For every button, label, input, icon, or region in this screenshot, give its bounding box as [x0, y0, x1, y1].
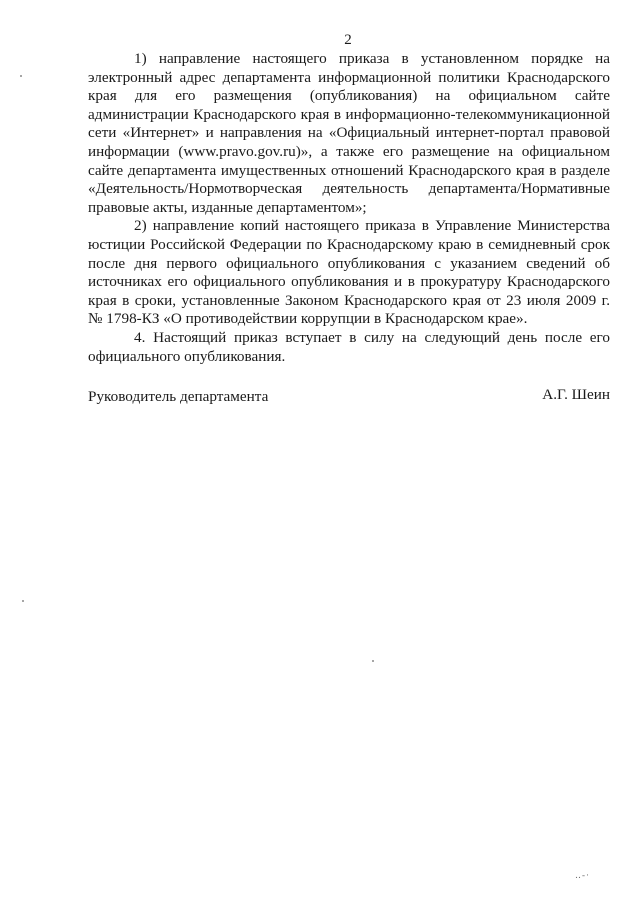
- paragraph-effective-date: 4. Настоящий приказ вступает в силу на следующий день после его официального опубликования.: [88, 328, 610, 365]
- scan-speck: [22, 600, 24, 602]
- signatory-title: Руководитель департамента: [88, 388, 269, 405]
- paragraph-publication: 1) направление настоящего приказа в установленном порядке на электронный адрес департамента информационной политики Краснодарского края для его размещения (опубликования) на официальном сайте администрации Краснодарского края в информационно-телекоммуникационной сети «Интернет» и направления на «Официальный интернет-портал правовой информации (www.pravo.gov.ru)», а также его размещение на официальном сайте департамента имущественных отношений Краснодарского края в разделе «Деятельность/Нормотворческая деятельность департамента/Нормативные правовые акты, изданные департаментом»;: [88, 50, 610, 216]
- scan-speck: [372, 660, 374, 662]
- signatory-name: А.Г. Шеин: [542, 386, 610, 403]
- paragraph-ministry-copies: 2) направление копий настоящего приказа в Управление Министерства юстиции Российской Федерации по Краснодарскому краю в семидневный срок после дня первого официального опубликования с указанием сведений об источниках его официального опубликования и в прокуратуру Краснодарского края в сроки, установленные Законом Краснодарского края от 23 июля 2009 г. № 1798-КЗ «О противодействии коррупции в Краснодарском крае».: [88, 217, 610, 328]
- scan-speck: [20, 75, 22, 77]
- scan-mark: ‥-·: [575, 870, 590, 880]
- document-body: [88, 50, 610, 366]
- page-number: 2: [344, 32, 352, 48]
